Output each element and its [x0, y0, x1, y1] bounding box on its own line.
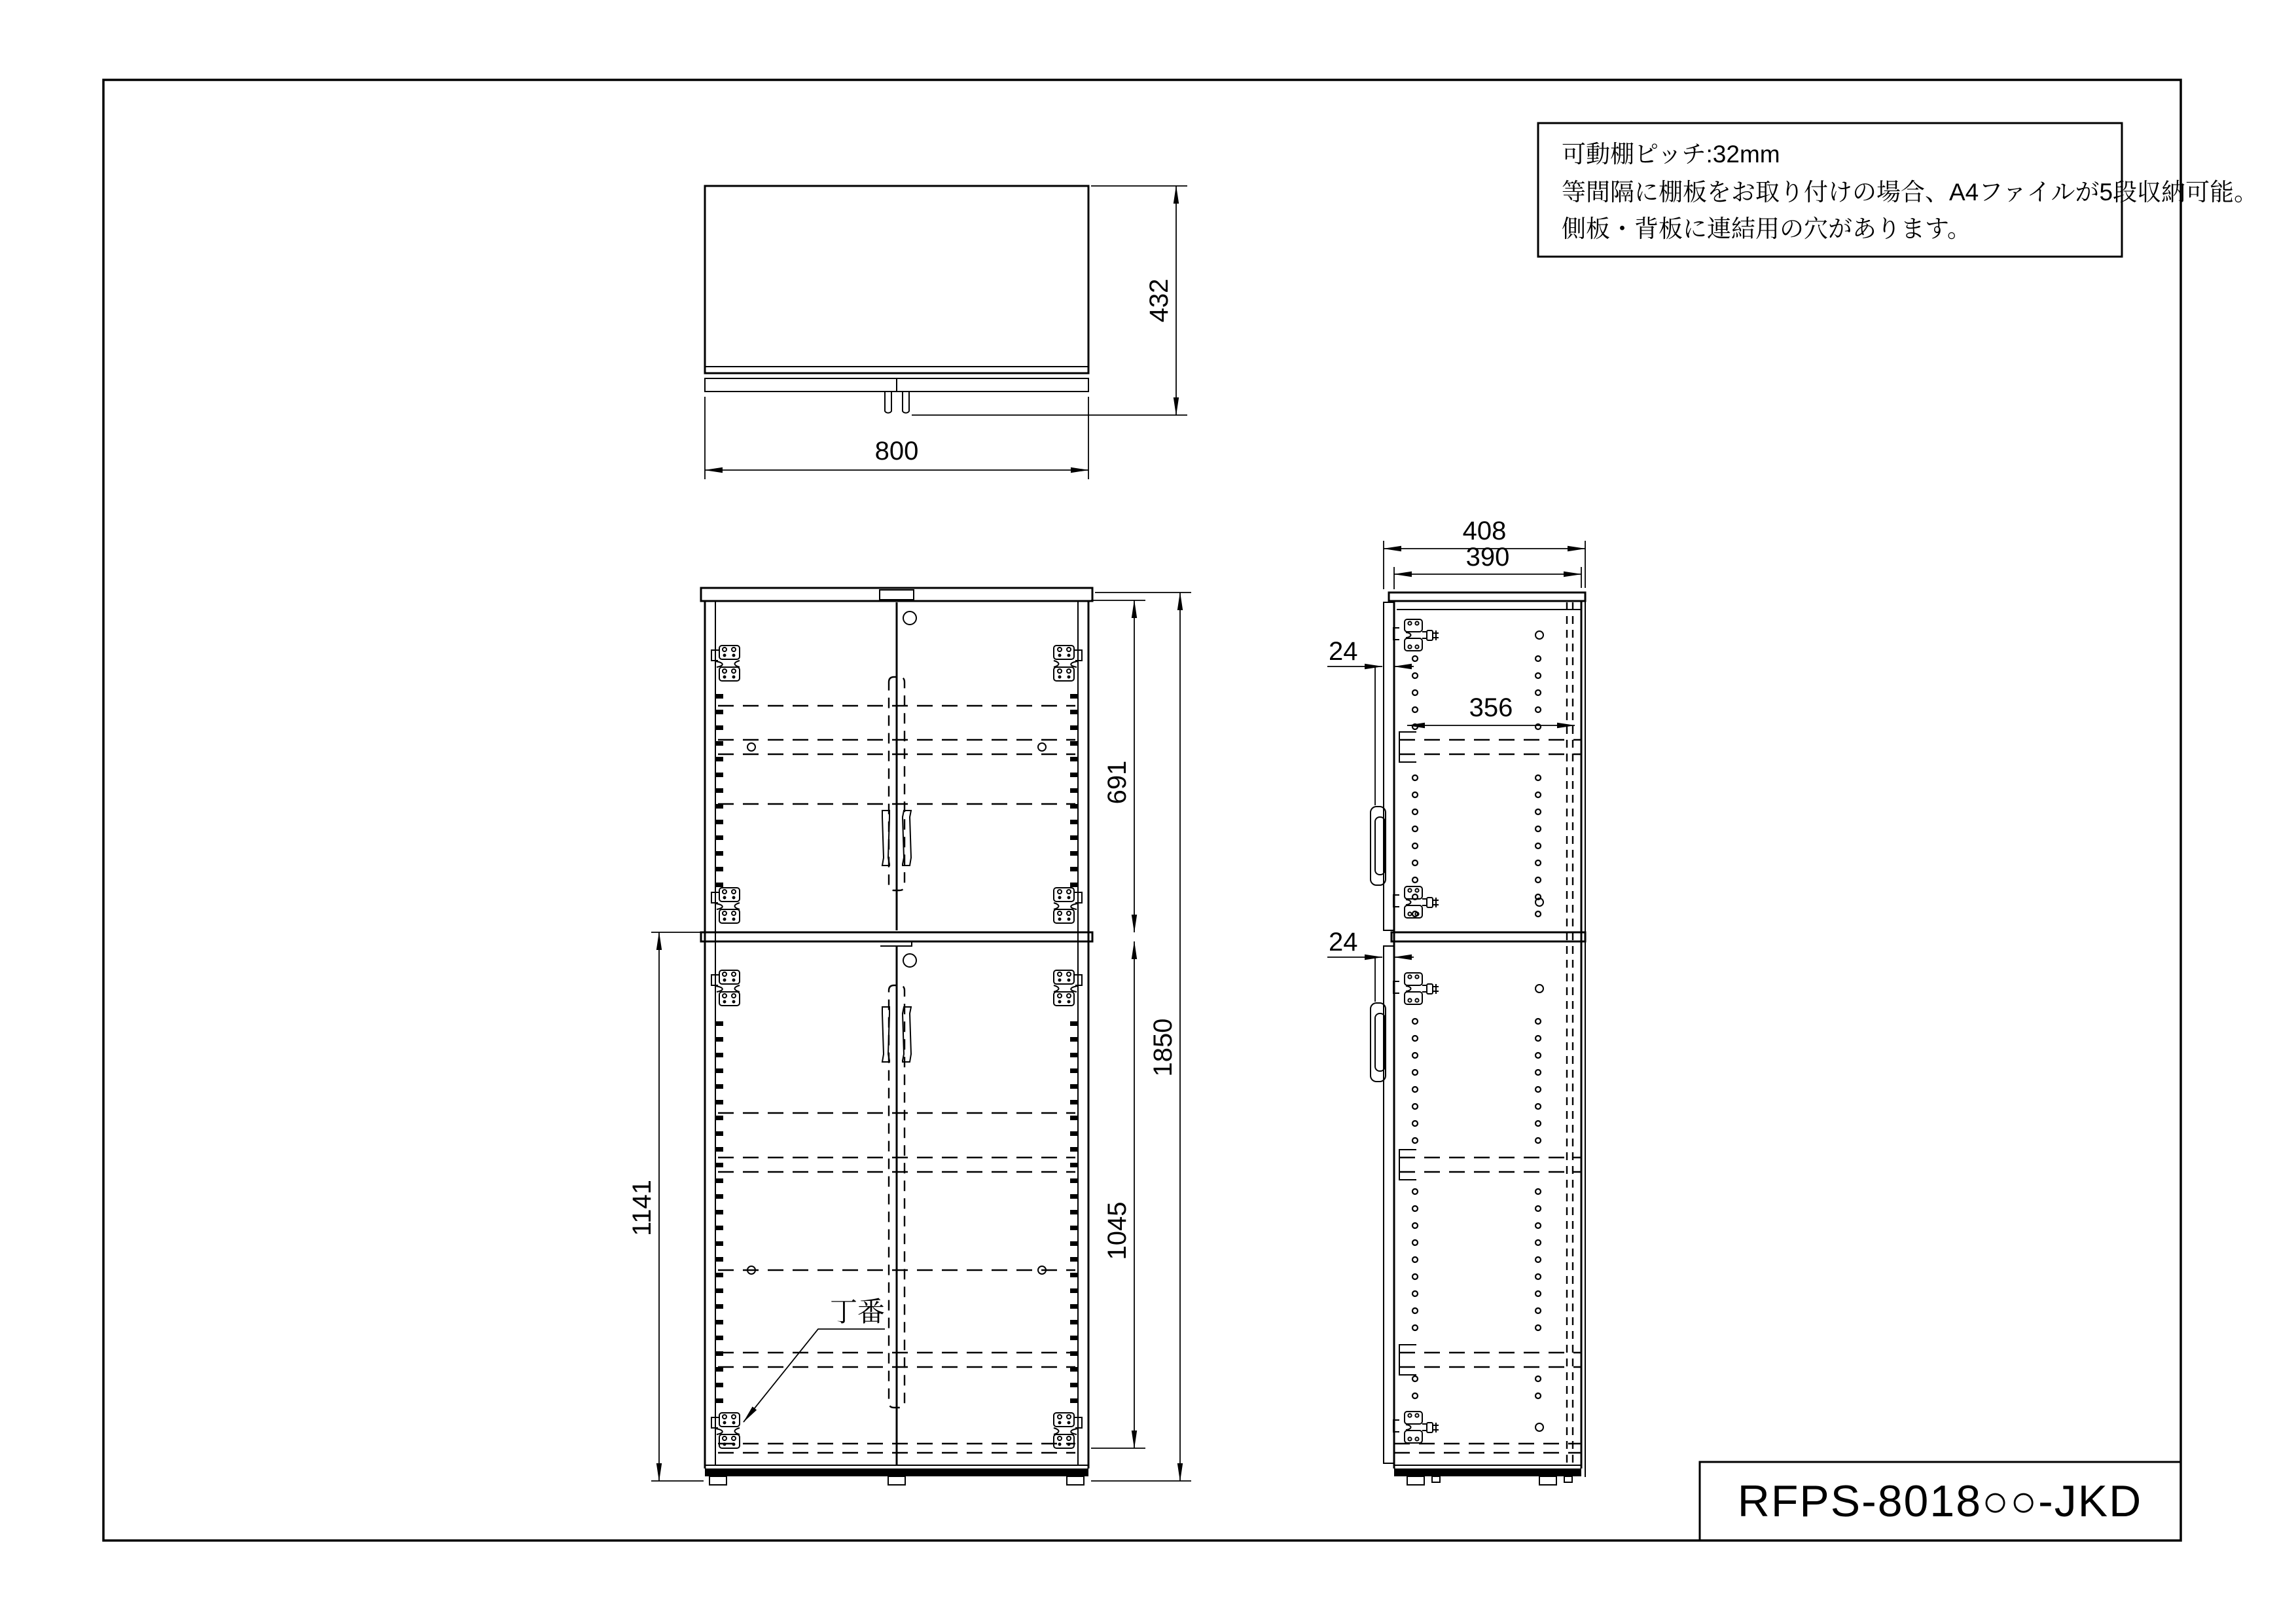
shelf-pin-tick	[715, 1131, 723, 1136]
shelf-pin-hole	[1412, 1376, 1418, 1381]
shelf-pin-tick	[715, 1288, 723, 1293]
shelf-pin-tick	[715, 1100, 723, 1104]
shelf-pin-tick	[1070, 1068, 1078, 1073]
shelf-pin-hole	[1412, 1274, 1418, 1279]
shelf-pin-hole	[1412, 826, 1418, 831]
connection-hole	[1535, 1423, 1543, 1431]
shelf-pin-hole	[1412, 1104, 1418, 1109]
shelf-pin-tick	[1070, 694, 1078, 699]
shelf-pin-tick	[1070, 773, 1078, 777]
shelf-pin-hole	[1412, 1053, 1418, 1058]
shelf-pin-tick	[1070, 725, 1078, 730]
shelf-pin-hole	[1535, 775, 1541, 780]
shelf-pin-hole	[1535, 1121, 1541, 1126]
shelf-pin-hole	[1412, 707, 1418, 712]
hinge-callout	[744, 1296, 885, 1422]
shelf-pin-tick	[715, 851, 723, 856]
shelf-pin-hole	[1412, 656, 1418, 661]
shelf-pin-hole	[1412, 1223, 1418, 1228]
shelf-pin-tick	[715, 710, 723, 714]
front-lower-keyhole	[903, 954, 916, 967]
hinge-icon	[1393, 886, 1439, 918]
shelf-pin-hole	[1535, 1325, 1541, 1330]
svg-text:408: 408	[1462, 517, 1507, 545]
shelf-pin-hole	[1535, 1291, 1541, 1296]
shelf-pin-tick	[715, 804, 723, 809]
note-box	[1538, 123, 2258, 257]
hinge-icon	[1393, 1412, 1439, 1443]
svg-text:390: 390	[1465, 543, 1510, 572]
shelf-pin-tick	[1070, 1210, 1078, 1214]
shelf-pin-hole	[1412, 1325, 1418, 1330]
front-lower-handle-left	[882, 1007, 889, 1062]
part-number: RFPS-8018○○-JKD	[1737, 1476, 2143, 1526]
shelf-pin-hole	[1412, 1070, 1418, 1075]
shelf-pin-tick	[1070, 867, 1078, 871]
front-view	[628, 588, 1191, 1485]
side-bottom-board	[1394, 1468, 1581, 1476]
shelf-pin-tick	[1070, 1367, 1078, 1372]
sheet-border	[103, 80, 2181, 1541]
shelf-pin-hole	[1535, 792, 1541, 797]
shelf-pin-tick	[1070, 1304, 1078, 1309]
shelf-pin-tick	[715, 1351, 723, 1356]
shelf-pin-tick	[715, 741, 723, 746]
shelf-pin-hole	[1412, 792, 1418, 797]
shelf-pin-tick	[715, 1273, 723, 1277]
front-foot-left	[709, 1476, 726, 1485]
shelf-pin-hole	[1535, 1376, 1541, 1381]
shelf-pin-tick	[715, 1163, 723, 1167]
shelf-pin-tick	[1070, 1131, 1078, 1136]
top-view-body	[705, 186, 1088, 373]
dim-front-total	[1091, 593, 1191, 1481]
shelf-pin-tick	[1070, 1257, 1078, 1262]
shelf-pin-tick	[1070, 1053, 1078, 1057]
front-bottom-board	[705, 1468, 1088, 1476]
front-foot-right	[1067, 1476, 1084, 1485]
shelf-pin-tick	[1070, 1288, 1078, 1293]
front-foot-center	[888, 1476, 905, 1485]
shelf-pin-hole	[1535, 843, 1541, 848]
shelf-pin-tick	[715, 1194, 723, 1199]
shelf-pin-tick	[1070, 1241, 1078, 1246]
dim-lower-door-thickness	[1327, 928, 1414, 1002]
shelf-pin-hole	[1412, 1206, 1418, 1211]
svg-text:356: 356	[1469, 693, 1513, 722]
shelf-pin-tick	[1070, 820, 1078, 824]
shelf-pin-tick	[715, 1178, 723, 1183]
shelf-pin-hole	[1412, 1240, 1418, 1245]
shelf-pin-hole	[1412, 1393, 1418, 1398]
shelf-pin-hole	[1535, 1274, 1541, 1279]
dim-front-upper	[1091, 600, 1145, 932]
dim-front-lower-left	[628, 932, 704, 1481]
shelf-pin-tick	[715, 1241, 723, 1246]
shelf-pin-tick	[1070, 1194, 1078, 1199]
shelf-pin-tick	[1070, 1226, 1078, 1230]
note-line-3: 側板・背板に連結用の穴があります。	[1562, 215, 1972, 242]
shelf-pin-hole	[1535, 1036, 1541, 1041]
shelf-pin-hole	[1535, 1206, 1541, 1211]
shelf-pin-tick	[715, 773, 723, 777]
shelf-pin-tick	[715, 1147, 723, 1152]
shelf-pin-tick	[715, 1257, 723, 1262]
side-foot-front	[1407, 1476, 1424, 1485]
shelf-pin-tick	[1070, 757, 1078, 761]
shelf-pin-hole	[1535, 1223, 1541, 1228]
shelf-pin-hole	[1535, 673, 1541, 678]
shelf-pin-hole	[1412, 843, 1418, 848]
shelf-pin-tick	[715, 1116, 723, 1120]
shelf-pin-hole	[1412, 775, 1418, 780]
shelf-pin-hole	[1535, 1308, 1541, 1313]
shelf-pin-tick	[1070, 1320, 1078, 1324]
shelf-pin-tick	[1070, 1383, 1078, 1387]
shelf-pin-tick	[1070, 741, 1078, 746]
shelf-pin-hole	[1535, 1189, 1541, 1194]
svg-text:1850: 1850	[1149, 1018, 1177, 1077]
shelf-pin-tick	[1070, 883, 1078, 887]
shelf-pin-tick	[715, 757, 723, 761]
shelf-pin-tick	[715, 883, 723, 887]
front-middle-joint	[701, 932, 1092, 941]
shelf-pin-hole	[1535, 1053, 1541, 1058]
shelf-pin-hole	[1535, 656, 1541, 661]
shelf-pin-tick	[715, 1398, 723, 1403]
front-upper-keyhole	[903, 611, 916, 625]
note-line-1: 可動棚ピッチ:32mm	[1562, 141, 1780, 168]
dim-top-width	[705, 397, 1088, 479]
shelf-pin-hole	[1412, 690, 1418, 695]
svg-text:1045: 1045	[1103, 1201, 1132, 1260]
shelf-pin-hole	[1535, 1019, 1541, 1024]
shelf-pin-tick	[1070, 1178, 1078, 1183]
shelf-pin-hole	[1412, 1087, 1418, 1092]
connection-hole	[1535, 631, 1543, 639]
side-shelf-lines	[1394, 732, 1581, 1453]
shelf-pin-tick	[715, 835, 723, 840]
svg-text:800: 800	[874, 437, 919, 465]
shelf-pin-tick	[1070, 851, 1078, 856]
shelf-pin-tick	[1070, 710, 1078, 714]
shelf-pin-tick	[715, 1084, 723, 1089]
shelf-pin-hole	[1535, 1393, 1541, 1398]
shelf-pin-tick	[715, 867, 723, 871]
shelf-pin-hole	[1412, 809, 1418, 814]
shelf-pin-hole	[1535, 690, 1541, 695]
shelf-pin-hole	[1412, 1121, 1418, 1126]
shelf-pin-hole	[1412, 1036, 1418, 1041]
shelf-pin-hole	[1535, 1138, 1541, 1143]
shelf-pin-tick	[1070, 1037, 1078, 1042]
shelf-pin-hole	[1412, 1257, 1418, 1262]
shelf-pin-tick	[1070, 1163, 1078, 1167]
shelf-pin-tick	[715, 1383, 723, 1387]
side-view	[1327, 517, 1585, 1485]
svg-text:24: 24	[1329, 637, 1358, 666]
shelf-pin-tick	[715, 1226, 723, 1230]
shelf-pin-hole	[1535, 911, 1541, 917]
side-top-board	[1389, 593, 1585, 601]
shelf-pin-tick	[715, 1367, 723, 1372]
top-view-handle-right	[903, 392, 909, 413]
shelf-pin-tick	[1070, 1398, 1078, 1403]
shelf-pin-hole	[1535, 707, 1541, 712]
shelf-pin-tick	[1070, 788, 1078, 793]
svg-text:691: 691	[1103, 760, 1132, 805]
shelf-pin-hole	[1412, 1308, 1418, 1313]
note-line-2: 等間隔に棚板をお取り付けの場合、A4ファイルが5段収納可能。	[1562, 179, 2259, 206]
shelf-pin-hole	[1535, 1240, 1541, 1245]
connection-hole	[1535, 985, 1543, 993]
shelf-pin-tick	[1070, 1147, 1078, 1152]
shelf-pin-hole	[1535, 1257, 1541, 1262]
top-view	[705, 186, 1187, 479]
shelf-pin-hole	[1412, 877, 1418, 883]
dim-shelf-depth	[1407, 693, 1575, 725]
shelf-pin-hole	[1535, 826, 1541, 831]
side-middle-joint	[1391, 932, 1585, 941]
svg-text:1141: 1141	[628, 1179, 656, 1237]
connection-hole	[747, 743, 755, 751]
shelf-pin-tick	[1070, 1336, 1078, 1340]
shelf-pin-tick	[1070, 1084, 1078, 1089]
shelf-pin-hole	[1412, 860, 1418, 866]
shelf-pin-hole-columns	[1412, 656, 1541, 1398]
shelf-pin-tick	[1070, 804, 1078, 809]
shelf-pin-hole	[1535, 877, 1541, 883]
title-block	[1700, 1462, 2181, 1541]
shelf-pin-hole	[1412, 1138, 1418, 1143]
hinge-icon	[1393, 973, 1439, 1004]
shelf-pin-tick	[715, 1304, 723, 1309]
shelf-pin-tick	[1070, 1351, 1078, 1356]
shelf-pin-tick	[1070, 1100, 1078, 1104]
dim-front-lower	[1091, 941, 1145, 1448]
shelf-pin-hole	[1412, 1291, 1418, 1296]
connection-hole	[1038, 743, 1046, 751]
dim-top-depth	[912, 186, 1187, 415]
shelf-pin-tick	[1070, 1116, 1078, 1120]
shelf-pin-tick	[715, 820, 723, 824]
dim-side-body-depth	[1394, 543, 1581, 589]
svg-text:432: 432	[1145, 278, 1174, 323]
shelf-pin-hole	[1535, 1087, 1541, 1092]
shelf-pin-tick	[1070, 1021, 1078, 1026]
shelf-pin-hole	[1535, 1104, 1541, 1109]
shelf-pin-tick	[715, 725, 723, 730]
front-upper-handle-right	[903, 811, 911, 866]
top-view-handle-left	[885, 392, 891, 413]
shelf-pin-tick	[1070, 1273, 1078, 1277]
hinge-icon	[1393, 619, 1439, 651]
shelf-pin-tick	[715, 1068, 723, 1073]
shelf-pin-hole	[1412, 1019, 1418, 1024]
front-lower-handle-right	[903, 1007, 911, 1062]
shelf-pin-hole	[1412, 1189, 1418, 1194]
shelf-pin-tick	[1070, 835, 1078, 840]
hinge-callout-label: 丁番	[830, 1296, 886, 1327]
shelf-pin-tick	[715, 694, 723, 699]
shelf-pin-hole	[1535, 1070, 1541, 1075]
shelf-pin-hole	[1535, 860, 1541, 866]
svg-text:24: 24	[1329, 928, 1358, 957]
shelf-pin-tick	[715, 1336, 723, 1340]
shelf-pin-tick	[715, 1320, 723, 1324]
shelf-pin-tick	[715, 1210, 723, 1214]
shelf-pin-tick	[715, 1037, 723, 1042]
shelf-pin-hole	[1412, 673, 1418, 678]
side-foot-back	[1539, 1476, 1556, 1485]
dim-upper-door-thickness	[1327, 637, 1414, 805]
front-upper-handle-left	[882, 811, 889, 866]
shelf-pin-tick	[715, 1021, 723, 1026]
shelf-pin-hole	[1535, 809, 1541, 814]
shelf-pin-tick	[715, 788, 723, 793]
shelf-pin-tick	[715, 1053, 723, 1057]
